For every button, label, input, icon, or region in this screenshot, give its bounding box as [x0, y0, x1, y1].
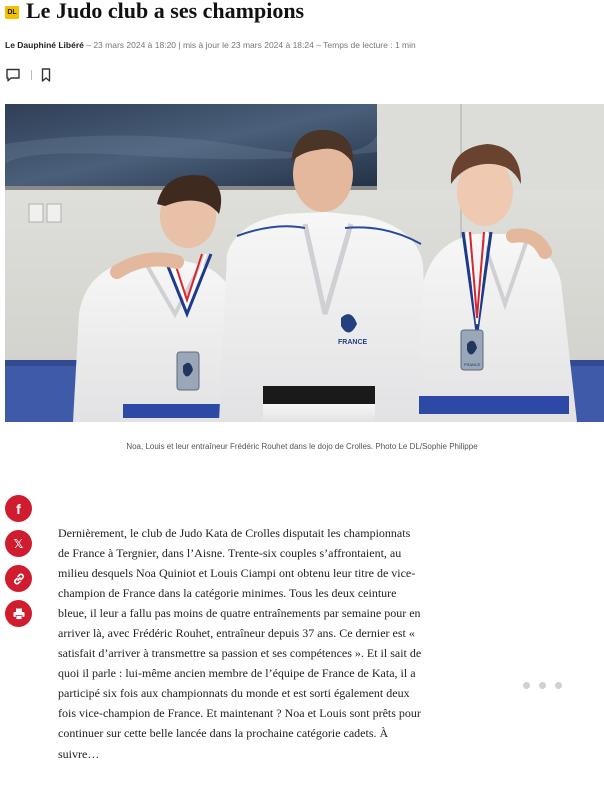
judo-team-photo — [5, 104, 604, 422]
bookmark-icon — [38, 67, 54, 83]
gi-country-text: FRANCE — [338, 339, 368, 346]
article-title: Le Judo club a ses champions — [26, 0, 305, 23]
source-name[interactable]: Le Dauphiné Libéré — [5, 40, 84, 50]
article-photo[interactable] — [5, 104, 604, 422]
article-body: Dernièrement, le club de Judo Kata de Crolles disputait les championnats de France à Tergnier, dans l’Aisne. Trente-six couples s’affrontaient, au milieu desquels Noa Quiniot et Louis Ciampi ont obtenu leur titre de vice-champion de France dans la catégorie minimes. Tous les deux ceinture bleue, il leur a fallu pas moins de quatre entraînements par semaine pour en arriver là, avec Frédéric Rouhet, entraîneur depuis 37 ans. Ce dernier est « satisfait d’arriver à transmettre sa passion et ses compétences ». Et il sait de quoi il parle : lui-même ancien membre de l’équipe de France de Kata, il a participé six fois aux championnats du monde et est sorti également deux fois vice-champion de France. Et maintenant ? Noa et Louis sont prêts pour continuer sur cette belle lancée dans la prochaine catégorie cadets. À suivre… — [58, 526, 422, 761]
share-facebook-button[interactable] — [5, 495, 32, 522]
x-icon: 𝕏 — [13, 536, 24, 551]
article-meta — [5, 40, 600, 50]
article-header — [5, 0, 600, 30]
dot — [539, 682, 546, 689]
loading-dots — [523, 682, 567, 690]
dot — [555, 682, 562, 689]
reading-time: – Temps de lecture : 1 min — [313, 40, 416, 50]
article-actions — [5, 67, 85, 85]
dl-logo[interactable]: DL — [5, 6, 19, 19]
share-x-button[interactable] — [5, 530, 32, 557]
updated-date: | mis à jour le 23 mars 2024 à 18:24 — [176, 40, 314, 50]
published-date: – 23 mars 2024 à 18:20 — [83, 40, 177, 50]
speech-bubble-icon — [5, 67, 21, 83]
dot — [523, 682, 530, 689]
actions-divider — [31, 70, 32, 80]
medal-text: FRANCE — [464, 362, 481, 367]
copy-link-button[interactable] — [5, 565, 32, 592]
printer-icon — [12, 607, 26, 621]
print-button[interactable] — [5, 600, 32, 627]
facebook-icon: f — [16, 500, 21, 517]
photo-caption: Noa, Louis et leur entraîneur Frédéric Rouhet dans le dojo de Crolles. Photo Le DL/Sophie Philippe — [126, 442, 478, 451]
bookmark-button[interactable] — [38, 67, 54, 83]
comment-button[interactable] — [5, 67, 21, 83]
link-icon — [12, 572, 26, 586]
